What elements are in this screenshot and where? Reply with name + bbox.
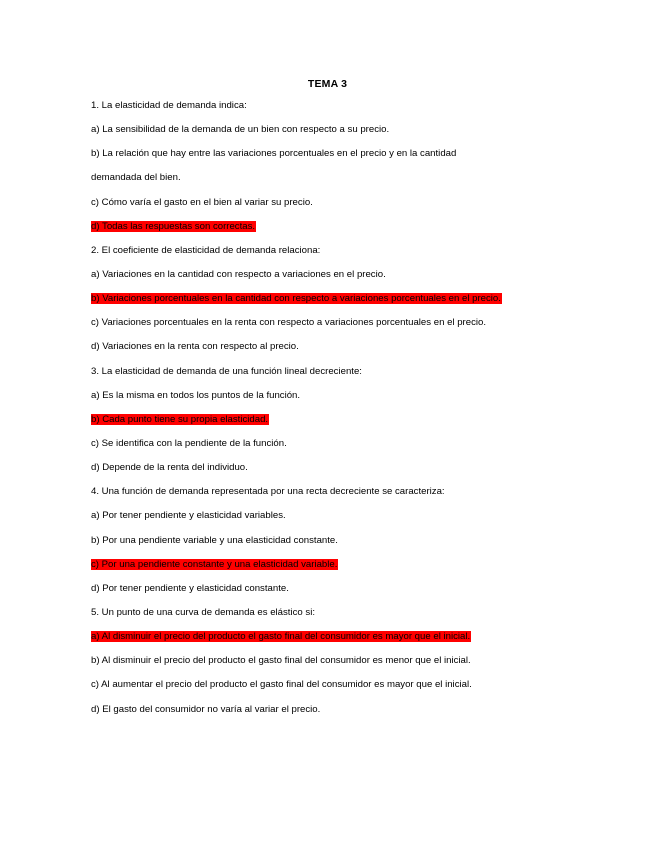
line-text: b) Cada punto tiene su propia elasticidad.: [91, 413, 269, 425]
option-2b-answer: [91, 293, 571, 305]
line-text: b) Variaciones porcentuales en la cantidad con respecto a variaciones porcentuales en el precio.: [91, 293, 501, 305]
option-1b: [91, 148, 571, 160]
option-3b-answer: [91, 414, 571, 426]
line-text: a) Por tener pendiente y elasticidad variables.: [91, 510, 286, 522]
line-text: 5. Un punto de una curva de demanda es elástico si:: [91, 606, 315, 618]
line-text: b) La relación que hay entre las variaciones porcentuales en el precio y en la cantidad: [91, 148, 457, 160]
line-text: c) Al aumentar el precio del producto el gasto final del consumidor es mayor que el inicial.: [91, 679, 472, 691]
line-text: c) Cómo varía el gasto en el bien al variar su precio.: [91, 196, 313, 208]
line-text: a) La sensibilidad de la demanda de un bien con respecto a su precio.: [91, 124, 390, 136]
line-text: b) Por una pendiente variable y una elasticidad constante.: [91, 534, 338, 546]
line-text: a) Variaciones en la cantidad con respecto a variaciones en el precio.: [91, 268, 386, 280]
line-text: d) El gasto del consumidor no varía al variar el precio.: [91, 703, 321, 715]
option-1c: [91, 197, 571, 209]
option-2d: [91, 341, 571, 353]
option-5a-answer: [91, 631, 571, 643]
option-5c: [91, 679, 571, 691]
line-text: c) Se identifica con la pendiente de la función.: [91, 437, 287, 449]
option-5b: [91, 655, 571, 667]
option-5d: [91, 704, 571, 716]
question-1: [91, 100, 571, 112]
line-text: c) Por una pendiente constante y una elasticidad variable.: [91, 558, 338, 570]
option-4b: [91, 535, 571, 547]
line-text: d) Por tener pendiente y elasticidad constante.: [91, 582, 289, 594]
line-text: 4. Una función de demanda representada por una recta decreciente se caracteriza:: [91, 486, 445, 498]
line-text: d) Depende de la renta del individuo.: [91, 462, 248, 474]
option-3c: [91, 438, 571, 450]
line-text: 3. La elasticidad de demanda de una función lineal decreciente:: [91, 365, 362, 377]
line-text: d) Variaciones en la renta con respecto al precio.: [91, 341, 299, 353]
option-1d-answer: [91, 221, 571, 233]
question-4: [91, 486, 571, 498]
line-text: b) Al disminuir el precio del producto el gasto final del consumidor es menor que el inicial.: [91, 655, 471, 667]
line-text: 2. El coeficiente de elasticidad de demanda relaciona:: [91, 244, 321, 256]
option-2a: [91, 269, 571, 281]
option-4d: [91, 583, 571, 595]
line-text: 1. La elasticidad de demanda indica:: [91, 100, 247, 111]
question-3: [91, 366, 571, 378]
line-text: a) Al disminuir el precio del producto el gasto final del consumidor es mayor que el inicial.: [91, 631, 471, 643]
line-text: demandada del bien.: [91, 172, 181, 184]
line-text: a) Es la misma en todos los puntos de la función.: [91, 389, 301, 401]
option-4a: [91, 510, 571, 522]
line-text: c) Variaciones porcentuales en la renta con respecto a variaciones porcentuales en el precio.: [91, 317, 486, 329]
document-title: TEMA 3: [307, 78, 348, 90]
question-5: [91, 607, 571, 619]
option-3d: [91, 462, 571, 474]
option-4c-answer: [91, 559, 571, 571]
option-2c: [91, 317, 571, 329]
document-body: [91, 100, 571, 728]
question-2: [91, 245, 571, 257]
option-1a: [91, 124, 571, 136]
option-3a: [91, 390, 571, 402]
option-1b-continued: [91, 172, 571, 184]
line-text: d) Todas las respuestas son correctas.: [91, 220, 256, 232]
